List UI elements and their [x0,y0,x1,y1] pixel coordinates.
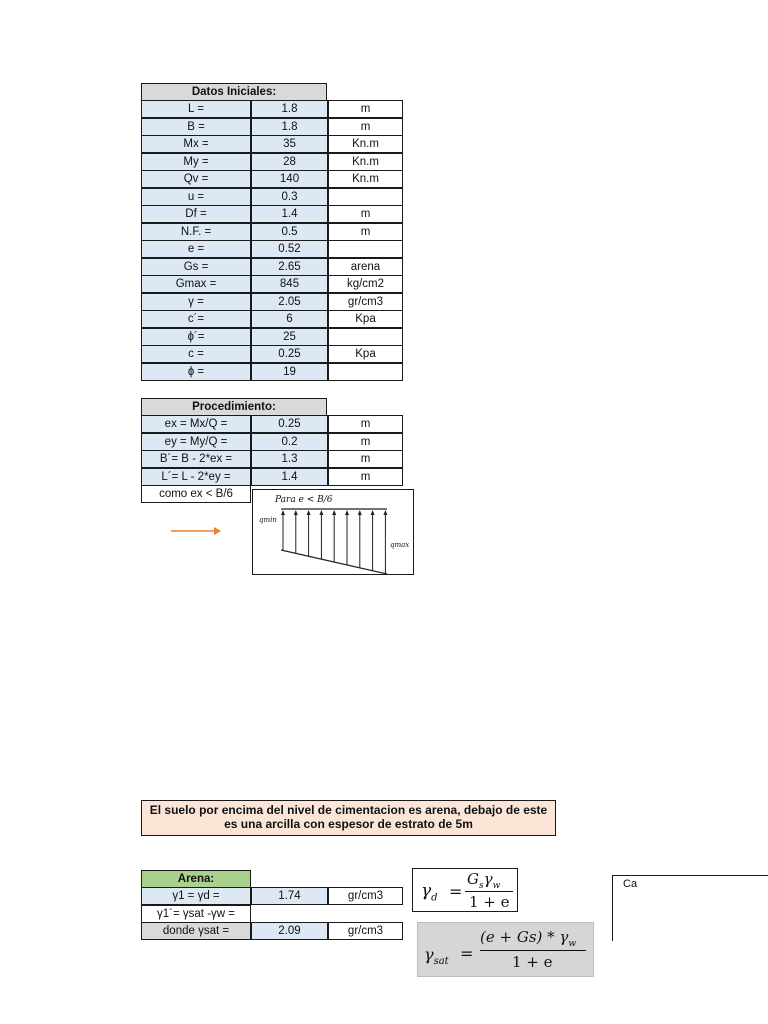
datos-label: Mx = [141,135,251,153]
pressure-arrow-head [358,510,362,515]
datos-label: Gs = [141,258,251,276]
gsat-fraction-bar [480,950,586,951]
datos-label: ɸ = [141,363,251,381]
datos-header: Datos Iniciales: [141,83,327,101]
datos-value: 2.65 [251,258,328,276]
qmax-label: qmax [390,541,410,549]
soil-note [141,800,556,836]
datos-value: 19 [251,363,328,381]
datos-label: e = [141,240,251,258]
arena-unit: gr/cm3 [328,922,403,940]
datos-value: 0.5 [251,223,328,241]
datos-value: 140 [251,170,328,188]
datos-label: Qv = [141,170,251,188]
procedimiento-value: 1.3 [251,450,328,468]
gd-equals: = [449,882,463,901]
soil-note-line1: El suelo por encima del nivel de cimentacion es arena, debajo de este [149,803,548,817]
datos-unit: Kn.m [328,135,403,153]
datos-unit [328,240,403,258]
pressure-arrow-head [345,510,349,515]
procedimiento-unit: m [328,433,403,451]
pressure-arrow-head [332,510,336,515]
datos-label: B = [141,118,251,136]
datos-value: 28 [251,153,328,171]
gsat-lhs: $\gamma_{sat}$ [424,945,449,968]
procedimiento-label: ey = My/Q = [141,433,251,451]
pressure-arrows-svg [253,490,415,576]
procedimiento-unit: m [328,415,403,433]
datos-label: N.F. = [141,223,251,241]
pressure-arrows [281,510,387,574]
gamma-d-formula [412,868,518,912]
datos-unit [328,363,403,381]
procedimiento-label: L´= L - 2*ey = [141,468,251,486]
partial-box [612,875,768,941]
condition-cell: como ex < B/6 [141,485,251,503]
datos-value: 2.05 [251,293,328,311]
pressure-arrow-head [307,510,311,515]
datos-unit: gr/cm3 [328,293,403,311]
arena-label: γ1´= γsat -γw = [141,905,251,923]
datos-unit: kg/cm2 [328,275,403,293]
datos-value: 35 [251,135,328,153]
procedimiento-label: B´= B - 2*ex = [141,450,251,468]
pressure-arrow-head [281,510,285,515]
gsat-equals: = [460,944,474,963]
procedimiento-unit: m [328,450,403,468]
procedimiento-label: ex = Mx/Q = [141,415,251,433]
arena-value: 2.09 [251,922,328,940]
datos-value: 845 [251,275,328,293]
orange-arrow-icon [170,525,222,537]
datos-value: 1.8 [251,118,328,136]
diagram-title: Para e < B/6 [275,495,333,505]
datos-label: γ = [141,293,251,311]
datos-label: c´= [141,310,251,328]
partial-box-label: Ca [623,878,638,890]
gamma-sat-formula [417,922,594,977]
gsat-numerator: $(e + Gs) * \gamma_w$ [480,928,577,949]
datos-label: ɸ´= [141,328,251,346]
datos-unit: arena [328,258,403,276]
datos-unit [328,328,403,346]
qmin-label: qmin [259,516,277,524]
pressure-diagram [252,489,414,575]
procedimiento-unit: m [328,468,403,486]
datos-value: 0.3 [251,188,328,206]
procedimiento-value: 0.2 [251,433,328,451]
datos-unit: Kpa [328,310,403,328]
arena-label: donde γsat = [141,922,251,940]
datos-label: Gmax = [141,275,251,293]
datos-value: 0.52 [251,240,328,258]
datos-unit: Kn.m [328,153,403,171]
gd-lhs: $\gamma_d$ [421,881,438,904]
datos-unit [328,188,403,206]
datos-value: 1.4 [251,205,328,223]
datos-label: L = [141,100,251,118]
procedimiento-value: 0.25 [251,415,328,433]
pressure-arrow-head [371,510,375,515]
datos-unit: Kn.m [328,170,403,188]
pressure-arrow-head [319,510,323,515]
arena-unit: gr/cm3 [328,887,403,905]
procedimiento-value: 1.4 [251,468,328,486]
gsat-denominator: 1 + e [512,953,553,971]
pressure-arrow-head [383,510,387,515]
arena-value: 1.74 [251,887,328,905]
datos-value: 0.25 [251,345,328,363]
soil-note-line2: es una arcilla con espesor de estrato de 5m [224,817,473,831]
datos-label: c = [141,345,251,363]
datos-unit: m [328,100,403,118]
arena-header: Arena: [141,870,251,888]
datos-value: 6 [251,310,328,328]
datos-label: My = [141,153,251,171]
datos-label: u = [141,188,251,206]
gd-fraction-bar [465,891,513,892]
gd-denominator: 1 + e [469,893,510,911]
datos-unit: m [328,118,403,136]
datos-label: Df = [141,205,251,223]
arena-label: γ1 = γd = [141,887,251,905]
datos-unit: Kpa [328,345,403,363]
datos-value: 25 [251,328,328,346]
procedimiento-header: Procedimiento: [141,398,327,416]
datos-unit: m [328,205,403,223]
datos-unit: m [328,223,403,241]
pressure-arrow-head [294,510,298,515]
datos-value: 1.8 [251,100,328,118]
gd-numerator: $G_s\gamma_w$ [467,870,501,891]
